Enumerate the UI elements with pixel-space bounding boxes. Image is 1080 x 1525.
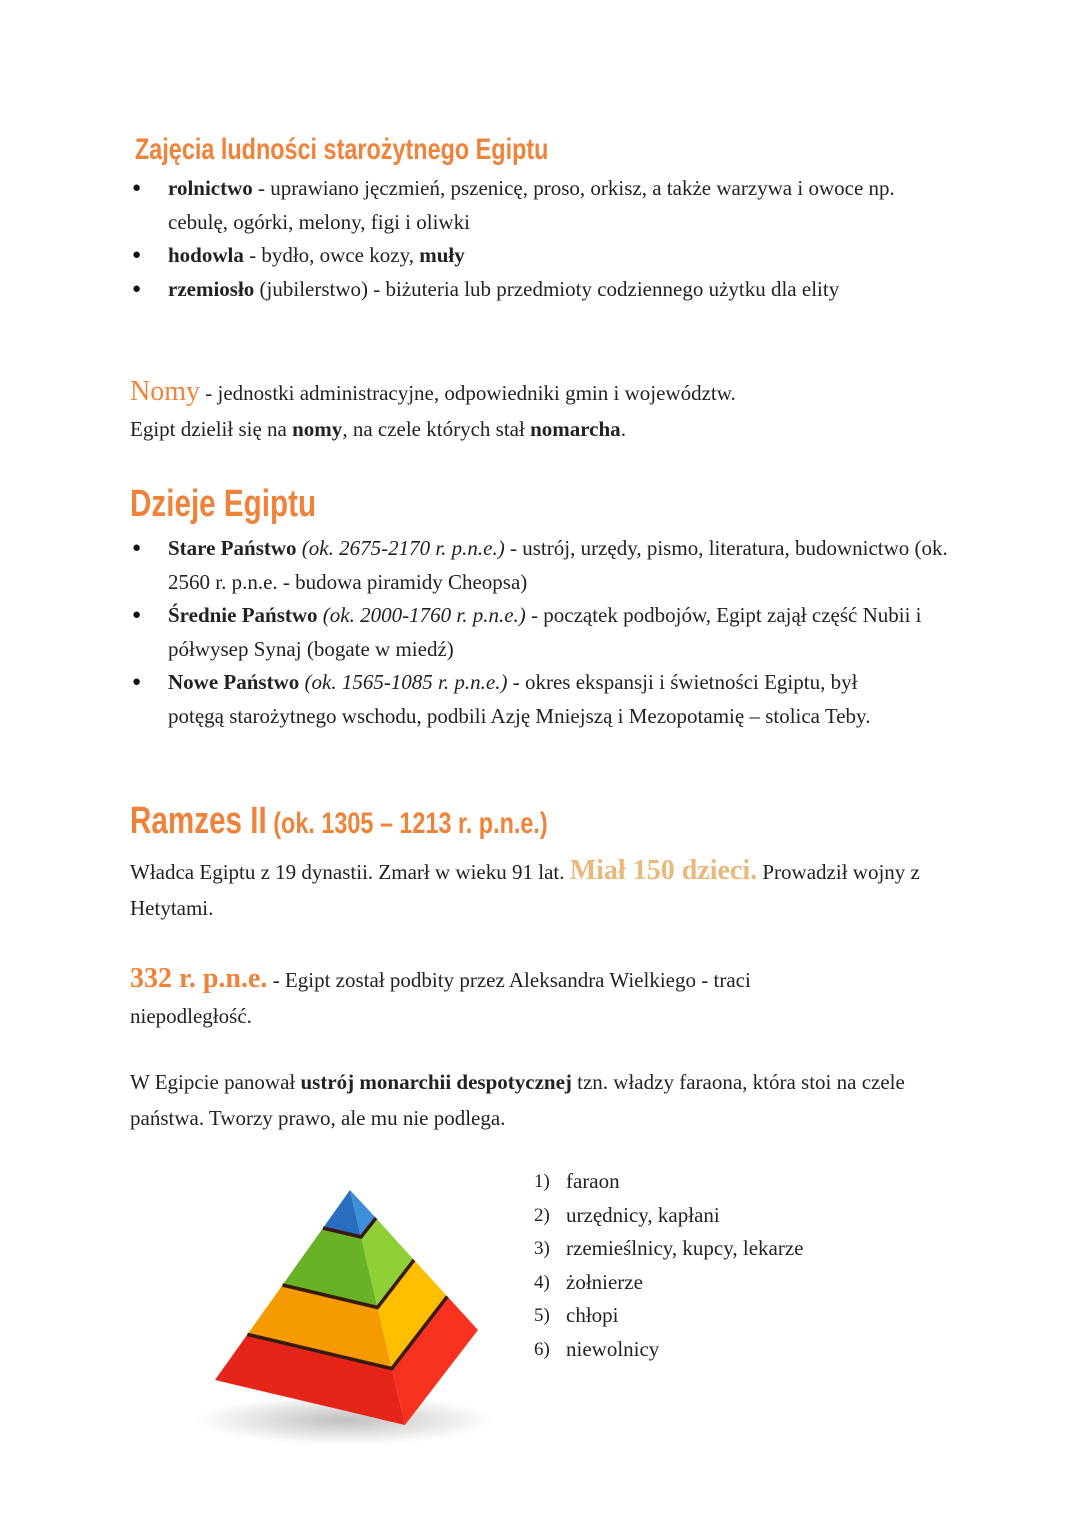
text: nomy bbox=[292, 417, 343, 441]
label: urzędnicy, kapłani bbox=[566, 1202, 720, 1227]
section-title-occupations: Zajęcia ludności starożytnego Egiptu bbox=[135, 133, 549, 166]
conquest-date: 332 r. p.n.e. bbox=[130, 963, 268, 994]
term: Stare Państwo bbox=[168, 536, 297, 560]
list-item bbox=[530, 1299, 804, 1333]
number: 3) bbox=[534, 1238, 550, 1259]
number: 1) bbox=[534, 1171, 550, 1192]
list-item bbox=[530, 1232, 804, 1266]
date: (ok. 2000-1760 r. p.n.e.) bbox=[317, 603, 526, 627]
term: rzemiosło bbox=[168, 276, 255, 301]
list-item bbox=[530, 1165, 804, 1199]
text: - jednostki administracyjne, odpowiedniki gmin i województw. bbox=[200, 381, 736, 405]
text: Egipt dzielił się na bbox=[130, 417, 293, 441]
term: Nowe Państwo bbox=[168, 670, 300, 694]
text: W Egipcie panował bbox=[130, 1070, 301, 1094]
title-dates: (ok. 1305 – 1213 r. p.n.e.) bbox=[266, 807, 548, 840]
label: żołnierze bbox=[566, 1269, 643, 1294]
list-item bbox=[530, 1266, 804, 1300]
description: - okres ekspansji i świetności Egiptu, był potęgą starożytnego wschodu, podbili Azję Mniejszą i Mezopotamię – stolica Teby. bbox=[168, 670, 871, 728]
label: rzemieślnicy, kupcy, lekarze bbox=[566, 1236, 804, 1260]
date: (ok. 2675-2170 r. p.n.e.) bbox=[296, 536, 505, 560]
number: 5) bbox=[534, 1305, 550, 1326]
section-title-history: Dzieje Egiptu bbox=[130, 483, 317, 525]
label: niewolnicy bbox=[566, 1336, 660, 1361]
text: Prowadził wojny z Hetytami. bbox=[130, 860, 920, 920]
number: 6) bbox=[534, 1338, 550, 1360]
list-item bbox=[530, 1199, 804, 1233]
term: hodowla bbox=[168, 243, 244, 267]
number: 2) bbox=[534, 1204, 550, 1226]
description: (jubilerstwo) - biżuteria lub przedmioty codziennego użytku dla elity bbox=[254, 276, 840, 301]
text: nomarcha bbox=[530, 417, 621, 441]
description: - początek podbojów, Egipt zajął część Nubii i półwysep Synaj (bogate w miedź) bbox=[168, 603, 922, 661]
description: - ustrój, urzędy, pismo, literatura, budownictwo (ok. 2560 r. p.n.e. - budowa piramidy Cheopsa) bbox=[168, 536, 948, 594]
number: 4) bbox=[534, 1271, 550, 1293]
highlight: Miał 150 dzieci. bbox=[569, 855, 758, 886]
text: tzn. władzy faraona, która stoi na czele państwa. Tworzy prawo, ale mu nie podlega. bbox=[130, 1070, 905, 1130]
text: . bbox=[620, 417, 626, 441]
label: faraon bbox=[566, 1169, 620, 1193]
nomy-term: Nomy bbox=[130, 376, 200, 407]
term: rolnictwo bbox=[168, 176, 253, 200]
text: , na czele których stał bbox=[342, 417, 531, 441]
text: - Egipt został podbity przez Aleksandra Wielkiego - traci niepodległość. bbox=[130, 968, 751, 1028]
description: - bydło, owce kozy, bbox=[243, 243, 420, 267]
date: (ok. 1565-1085 r. p.n.e.) bbox=[299, 670, 508, 694]
text: ustrój monarchii despotycznej bbox=[300, 1070, 572, 1094]
text: Władca Egiptu z 19 dynastii. Zmarł w wieku 91 lat. bbox=[130, 860, 570, 884]
title: Ramzes II bbox=[130, 800, 267, 842]
hierarchy-list bbox=[530, 1165, 804, 1366]
label: chłopi bbox=[566, 1303, 619, 1327]
list-item bbox=[530, 1333, 804, 1367]
term: muły bbox=[419, 243, 465, 267]
term: Średnie Państwo bbox=[168, 603, 318, 627]
description: - uprawiano jęczmień, pszenicę, proso, orkisz, a także warzywa i owoce np. cebulę, ogórki, melony, figi i oliwki bbox=[168, 176, 895, 234]
